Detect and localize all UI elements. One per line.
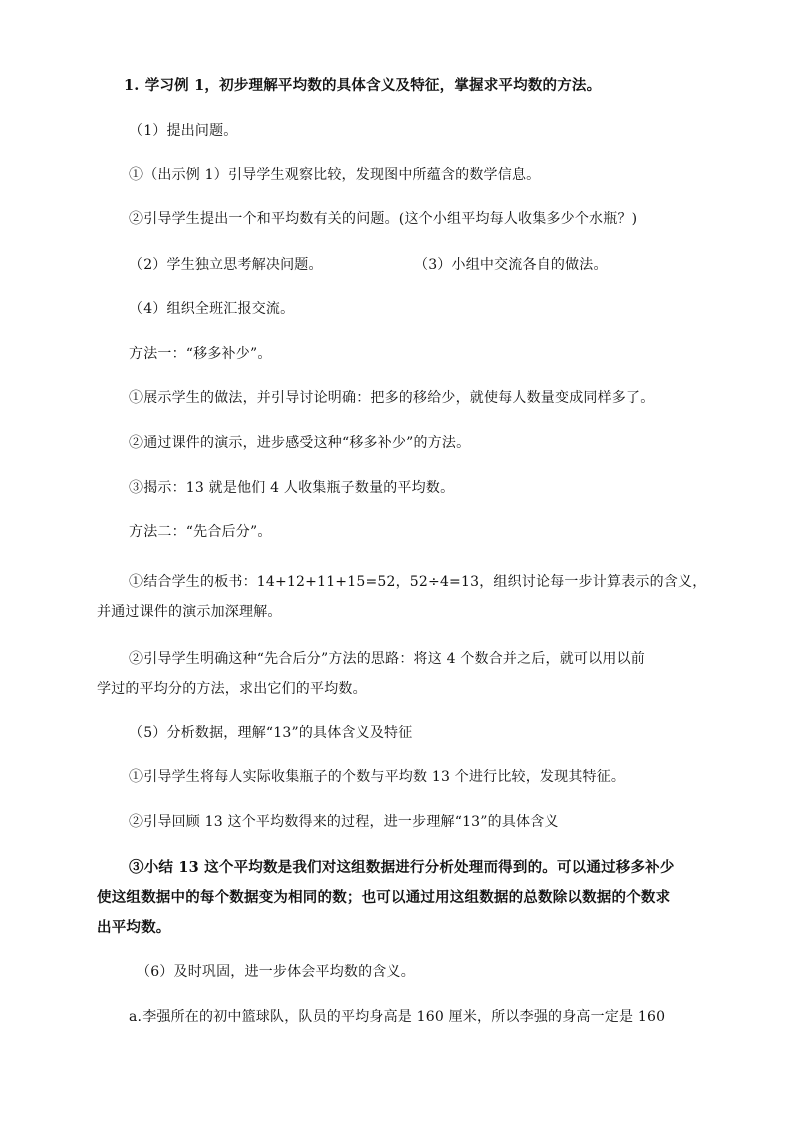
- paragraph-line: a.李强所在的初中篮球队，队员的平均身高是 160 厘米，所以李强的身高一定是 160: [129, 1009, 666, 1025]
- paragraph-line: ①（出示例 1）引导学生观察比较，发现图中所蕴含的数学信息。: [129, 167, 541, 183]
- paragraph-line: 方法二：“先合后分”。: [129, 524, 272, 540]
- paragraph-line: （5）分析数据，理解“13”的具体含义及特征: [129, 725, 413, 741]
- paragraph-line: （2）学生独立思考解决问题。: [129, 257, 323, 273]
- paragraph-line: ②引导回顾 13 这个平均数得来的过程，进一步理解“13”的具体含义: [129, 814, 559, 830]
- paragraph-line: ②引导学生提出一个和平均数有关的问题。(这个小组平均每人收集多少个水瓶？): [129, 211, 638, 227]
- paragraph-line: ①展示学生的做法，并引导讨论明确：把多的移给少，就使每人数量变成同样多了。: [129, 390, 655, 406]
- summary-line: 使这组数据中的每个数据变为相同的数；也可以通过用这组数据的总数除以数据的个数求: [97, 889, 671, 906]
- paragraph-line: ①结合学生的板书：14+12+11+15=52，52÷4=13，组织讨论每一步计算表示的含义，: [129, 574, 707, 590]
- paragraph-line: （6）及时巩固，进一步体会平均数的含义。: [136, 964, 415, 980]
- paragraph-line: ②通过课件的演示，进步感受这种“移多补少”的方法。: [129, 435, 471, 451]
- section-heading: 1. 学习例 1，初步理解平均数的具体含义及特征，掌握求平均数的方法。: [124, 77, 602, 94]
- paragraph-line: （4）组织全班汇报交流。: [129, 301, 295, 317]
- paragraph-line: ③揭示：13 就是他们 4 人收集瓶子数量的平均数。: [129, 480, 455, 496]
- paragraph-line: （3）小组中交流各自的做法。: [414, 257, 608, 273]
- paragraph-line: ①引导学生将每人实际收集瓶子的个数与平均数 13 个进行比较，发现其特征。: [129, 769, 626, 785]
- summary-line: 出平均数。: [97, 919, 171, 936]
- paragraph-line: 并通过课件的演示加深理解。: [97, 604, 282, 620]
- paragraph-line: （1）提出问题。: [129, 123, 238, 139]
- paragraph-line: 方法一：“移多补少”。: [129, 346, 272, 362]
- paragraph-line: ②引导学生明确这种“先合后分”方法的思路：将这 4 个数合并之后，就可以用以前: [129, 651, 645, 667]
- summary-line: ③小结 13 这个平均数是我们对这组数据进行分析处理而得到的。可以通过移多补少: [129, 859, 675, 876]
- paragraph-line: 学过的平均分的方法，求出它们的平均数。: [97, 681, 367, 697]
